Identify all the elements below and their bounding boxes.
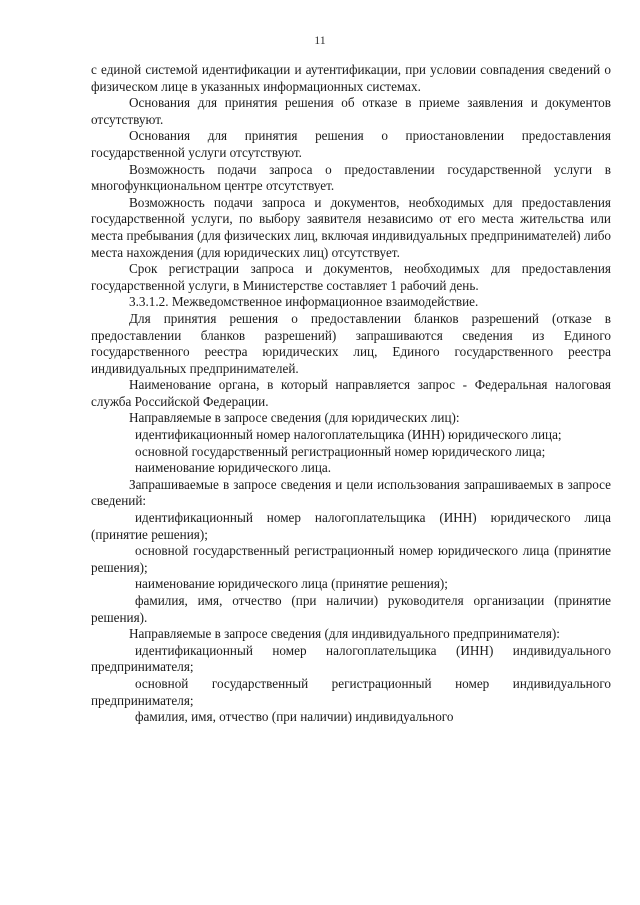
paragraph: 3.3.1.2. Межведомственное информационное взаимодействие. (129, 294, 479, 310)
page-number: 11 (314, 33, 326, 47)
paragraph: Возможность подачи запроса и документов, необходимых для предоставления государственной услуги, по выбору заявителя независимо от его места жительства или места пребывания (для физических лиц, включая индивидуальных предпринимателей) либо места нахождения (для юридических лиц) отсутствует. (91, 194, 611, 260)
paragraph: Основания для принятия решения об отказе в приеме заявления и документов отсутствуют. (91, 95, 611, 127)
paragraph: фамилия, имя, отчество (при наличии) руководителя организации (принятие решения). (91, 593, 611, 625)
paragraph: Запрашиваемые в запросе сведения и цели использования запрашиваемых в запросе сведений: (91, 476, 611, 509)
paragraph: основной государственный регистрационный номер юридического лица; (135, 443, 546, 459)
paragraph: идентификационный номер налогоплательщика (ИНН) юридического лица (принятие решения); (91, 510, 611, 542)
paragraph: Направляемые в запросе сведения (для юридических лиц): (129, 410, 460, 426)
paragraph: Для принятия решения о предоставлении бланков разрешений (отказе в предоставлении бланков разрешений) запрашиваются сведения из Единого государственного реестра юридических лиц, Единого государственного реестра индивидуальных предпринимателей. (91, 310, 611, 376)
paragraph: Наименование органа, в который направляется запрос - Федеральная налоговая служба Российской Федерации. (91, 377, 611, 409)
paragraph: идентификационный номер налогоплательщика (ИНН) индивидуального предпринимателя; (91, 642, 611, 675)
paragraph: Направляемые в запросе сведения (для индивидуального предпринимателя): (129, 626, 560, 642)
paragraph: с единой системой идентификации и аутентификации, при условии совпадения сведений о физическом лице в указанных информационных системах. (91, 62, 611, 94)
paragraph: идентификационный номер налогоплательщика (ИНН) юридического лица; (135, 427, 562, 443)
paragraph: наименование юридического лица (принятие решения); (135, 576, 448, 592)
paragraph: фамилия, имя, отчество (при наличии) индивидуального (135, 709, 454, 725)
paragraph: основной государственный регистрационный номер индивидуального предпринимателя; (91, 675, 611, 708)
paragraph: Основания для принятия решения о приостановлении предоставления государственной услуги отсутствуют. (91, 128, 611, 160)
paragraph: Срок регистрации запроса и документов, необходимых для предоставления государственной услуги, в Министерстве составляет 1 рабочий день. (91, 261, 611, 293)
paragraph: наименование юридического лица. (135, 460, 332, 476)
paragraph: Возможность подачи запроса о предоставлении государственной услуги в многофункциональном центре отсутствует. (91, 161, 611, 194)
document-body (91, 62, 611, 726)
paragraph: основной государственный регистрационный номер юридического лица (принятие решения); (91, 543, 611, 575)
